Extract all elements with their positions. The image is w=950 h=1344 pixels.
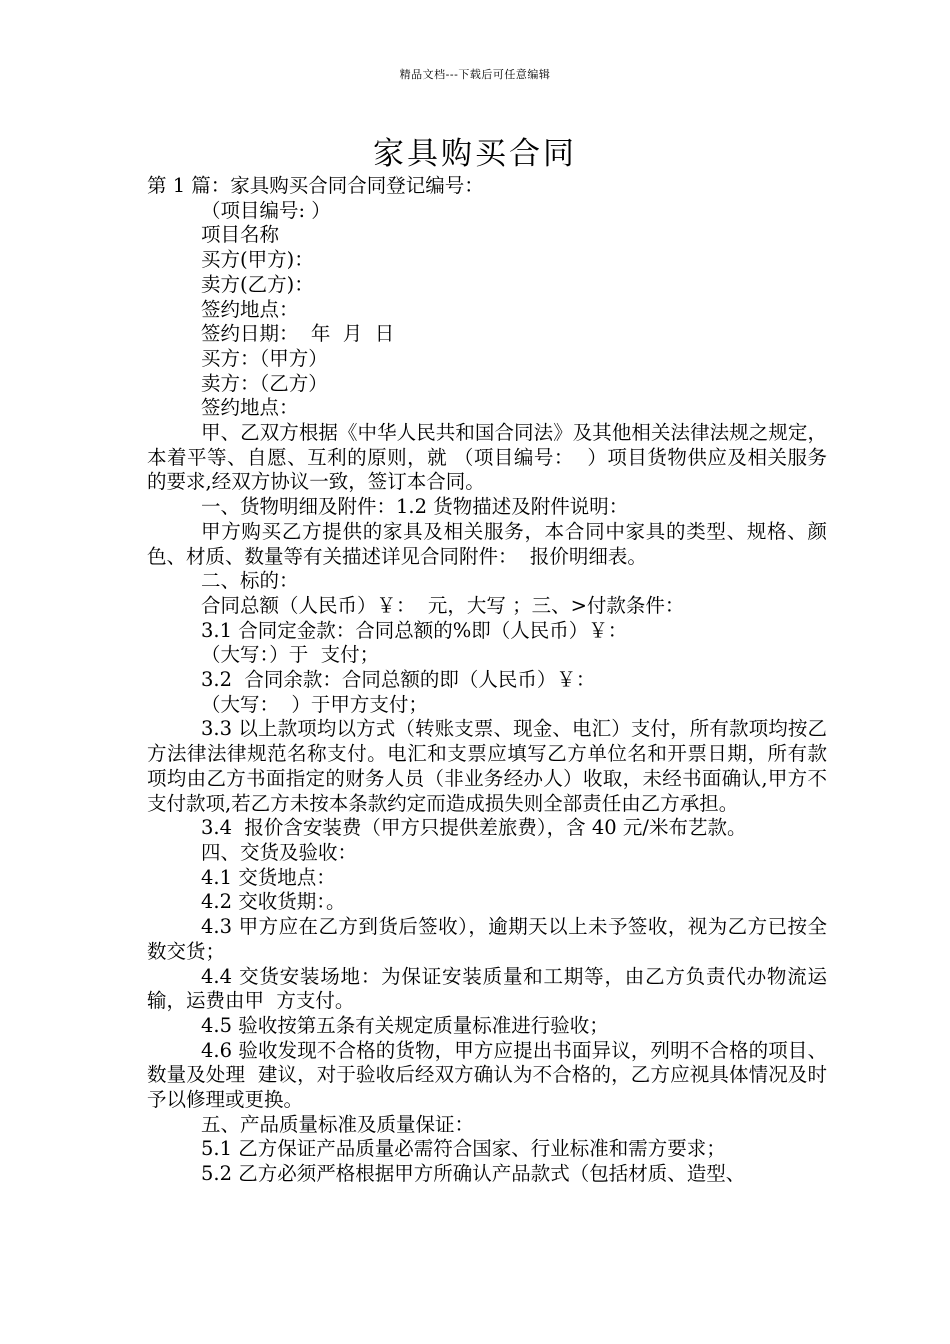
clause-3-2: 3.2 合同余款：合同总额的即（人民币）￥： (201, 668, 596, 692)
section-heading-quality: 五、产品质量标准及质量保证： (201, 1112, 475, 1136)
preamble-paragraph: 甲、乙双方根据《中华人民共和国合同法》及其他相关法律法规之规定，本着平等、自愿、互利的原则，就 （项目编号： ）项目货物供应及相关服务的要求,经双方协议一致，签订本合同。 (147, 421, 827, 494)
document-title: 家具购买合同 (373, 136, 577, 172)
clause-4-4: 4.4 交货安装场地：为保证安装质量和工期等，由乙方负责代办物流运输，运费由甲 方支付。 (147, 964, 827, 1013)
document-body (147, 174, 827, 1187)
section-heading-goods: 一、货物明细及附件：1.2 货物描述及附件说明： (201, 495, 629, 519)
signing-place-line: 签约地点： (201, 297, 299, 321)
chapter-heading: 第 1 篇：家具购买合同合同登记编号： (147, 174, 484, 197)
section-heading-subject: 二、标的： (201, 569, 299, 593)
seller-party-line: 卖方：（乙方） (201, 371, 328, 395)
clause-5-1: 5.1 乙方保证产品质量必需符合国家、行业标准和需方要求； (201, 1137, 726, 1161)
project-name-line: 项目名称 (201, 223, 280, 247)
clause-4-1: 4.1 交货地点： (201, 865, 336, 889)
clause-4-2: 4.2 交收货期：。 (201, 890, 346, 914)
goods-description-paragraph: 甲方购买乙方提供的家具及相关服务，本合同中家具的类型、规格、颜色、材质、数量等有关描述详见合同附件： 报价明细表。 (147, 519, 827, 568)
clause-4-5: 4.5 验收按第五条有关规定质量标准进行验收； (201, 1013, 609, 1037)
contract-total-line: 合同总额（人民币）￥： 元，大写 ；三、>付款条件： (201, 593, 685, 617)
clause-4-6: 4.6 验收发现不合格的货物，甲方应提出书面异议，列明不合格的项目、数量及处理 建议，对于验收后经双方确认为不合格的，乙方应视具体情况及时予以修理或更换。 (147, 1038, 827, 1112)
buyer-party-line: 买方：（甲方） (201, 346, 328, 370)
signing-place-line-2: 签约地点： (201, 396, 299, 420)
section-heading-delivery: 四、交货及验收： (201, 840, 358, 864)
clause-5-2: 5.2 乙方必须严格根据甲方所确认产品款式（包括材质、造型、 (201, 1162, 746, 1186)
header-note: 精品文档---下载后可任意编辑 (399, 68, 551, 81)
seller-line: 卖方(乙方)： (201, 272, 314, 296)
clause-3-2-amount: （大写： ）于甲方支付； (201, 692, 428, 716)
clause-3-4: 3.4 报价含安装费（甲方只提供差旅费），含 40 元/米布艺款。 (201, 816, 747, 840)
clause-4-3: 4.3 甲方应在乙方到货后签收），逾期天以上未予签收，视为乙方已按全数交货； (147, 915, 827, 963)
clause-3-1: 3.1 合同定金款：合同总额的%即（人民币）￥： (201, 618, 628, 642)
clause-3-3: 3.3 以上款项均以方式（转账支票、现金、电汇）支付，所有款项均按乙方法律法律规范名称支付。电汇和支票应填写乙方单位名和开票日期，所有款项均由乙方书面指定的财务人员（非业务经办人）收取，未经书面确认,甲方不支付款项,若乙方未按本条款约定而造成损失则全部责任由乙方承担。 (147, 717, 827, 815)
project-number-line: （项目编号: ） (201, 198, 331, 222)
signing-date-line: 签约日期： 年 月 日 (201, 322, 395, 346)
buyer-line: 买方(甲方)： (201, 248, 314, 272)
clause-3-1-amount: （大写：）于 支付； (201, 643, 380, 667)
